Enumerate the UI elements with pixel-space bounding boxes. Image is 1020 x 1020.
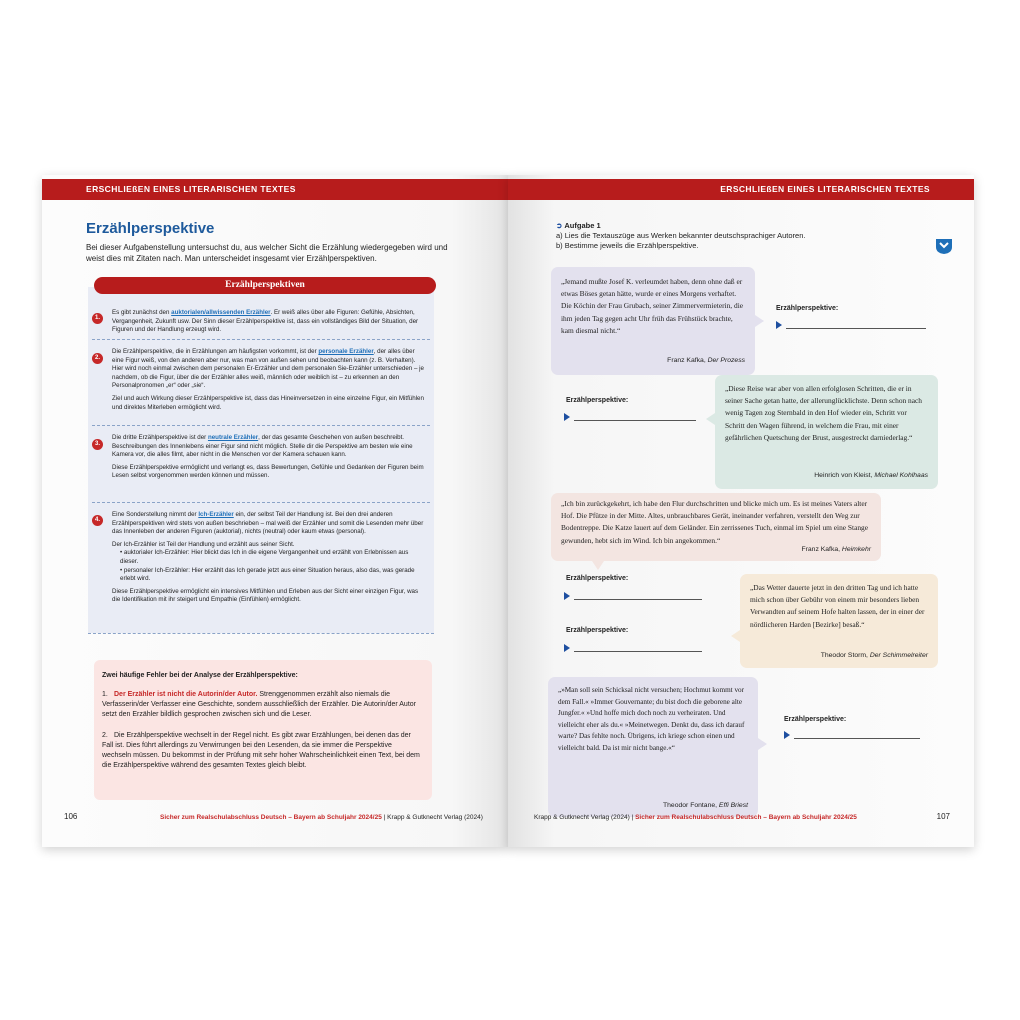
quote-bubble-kleist: „Diese Reise war aber von allen erfolglosen Schritten, die er in seiner Sache getan hatte, der allerunglücklichste. Denn schon nach wenig Tagen zog Sternbald in den Hof wieder ein, Schritt vor Schritt den Wagen führend, in welchem die Frau, mit einer gefährlichen Quetschung der Brust, ausgestreckt darniederlag.“ Heinrich von Kleist, Michael Kohlhaas (715, 375, 938, 489)
bubble-tail (755, 315, 764, 327)
answer-line[interactable] (574, 420, 696, 421)
perspective-item-3: Die dritte Erzählperspektive ist der neutrale Erzähler, der das gesamte Geschehen von außen beschreibt. Beschreibungen des Innenlebens einer Figur sind nicht möglich. Stelle dir die Perspektive am besten wie eine Kamera vor, die alles filmt, aber nicht in die Menschen vor der Kamera schauen kann. Diese Erzählperspektive ermöglicht und verlangt es, dass Bewertungen, Gefühle und Gedanken der Figuren beim Lesen selbst vorgenommen werden können und müssen. (112, 434, 424, 480)
shield-logo-icon (934, 237, 954, 255)
answer-arrow-icon (776, 321, 782, 329)
answer-line[interactable] (574, 651, 702, 652)
bubble-tail (758, 738, 767, 750)
divider (92, 502, 430, 503)
open-book (42, 165, 974, 855)
bubble-tail (592, 561, 604, 570)
bubble-tail (706, 413, 715, 425)
bubble-tail (731, 630, 740, 642)
task-block: ➲ Aufgabe 1 a) Lies die Textauszüge aus Werken bekannter deutschsprachiger Autoren. b) Bestimme jeweils die Erzählperspektive. (556, 221, 806, 250)
footer-left: Sicher zum Realschulabschluss Deutsch – Bayern ab Schuljahr 2024/25 | Krapp & Gutknecht Verlag (2024) (160, 814, 483, 821)
quote-bubble-storm: „Das Wetter dauerte jetzt in den dritten Tag und ich hatte mich schon über Gebühr von einem mir besonders lieben Verwandten auf seinem Hofe halten lassen, der in einer der nördlicheren Harden [Bezirke] besaß.“ Theodor Storm, Der Schimmelreiter (740, 574, 938, 668)
quote-bubble-kafka-prozess: „Jemand mußte Josef K. verleumdet haben, denn ohne daß er etwas Böses getan hätte, wurde er eines Morgens verhaftet. Die Köchin der Frau Grubach, seiner Zimmervermieterin, die ihm jeden Tag gegen acht Uhr früh das Frühstück brachte, kam diesmal nicht.“ Franz Kafka, Der Prozess (551, 267, 755, 375)
answer-line[interactable] (786, 328, 926, 329)
perspective-item-2: Die Erzählperspektive, die in Erzählungen am häufigsten vorkommt, ist der personale Erzähler, der alles über eine Figur weiß, von den anderen aber nur, was man von außen sehen und beobachten kann (z. B. Verhalten). Hier wird noch einmal zwischen dem personalen Er-Erzähler und dem personalen Sie-Erzähler unterschieden – je nachdem, ob die Figur, über die der Erzähler alles weiß, männlich oder weiblich ist – zu erkennen an den Personalpronomen „er“ oder „sie“. Ziel und auch Wirkung dieser Erzählperspektive ist, dass das Hineinversetzen in eine einzelne Figur, ein Mitfühlen und direktes Miterleben ermöglicht wird. (112, 348, 424, 411)
chapter-header-right: ERSCHLIEßEN EINES LITERARISCHEN TEXTES (508, 179, 974, 200)
answer-arrow-icon (564, 644, 570, 652)
footer-right: Krapp & Gutknecht Verlag (2024) | Sicher zum Realschulabschluss Deutsch – Bayern ab Schuljahr 2024/25 (534, 814, 857, 821)
ep-label: Erzählperspektive: (566, 575, 629, 582)
page-number-left: 106 (64, 812, 78, 821)
answer-arrow-icon (784, 731, 790, 739)
divider (92, 425, 430, 426)
quote-bubble-fontane: „»Man soll sein Schicksal nicht versuchen; Hochmut kommt vor dem Fall.« »Immer Gouvernante; du bist doch die geborene alte Jungfer.« »Und hoffe mich doch noch zu verheiraten. Und vielleicht eher als du.« »Meinetwegen. Denkt du, dass ich darauf warte? Das fehlte noch. Übrigens, ich kriege schon einen und vielleicht bald. Da ist mir nicht bange.«“ Theodor Fontane, Effi Briest (548, 677, 758, 817)
task-arrow-icon: ➲ (556, 221, 563, 230)
error-item-1: 1. Der Erzähler ist nicht die Autorin/der Autor. Strenggenommen erzählt also niemals die Verfasserin/der Verfasser eine Geschichte, sondern ausschließlich der Erzähler. Die Autorin/der Autor setzt den Erzähler bildlich gesprochen zwischen sich und die Leser. (102, 691, 416, 718)
chapter-header-left: ERSCHLIEßEN EINES LITERARISCHEN TEXTES (42, 179, 508, 200)
page-number-right: 107 (936, 812, 950, 821)
answer-line[interactable] (574, 599, 702, 600)
item-number: 1. (92, 313, 103, 324)
ep-label: Erzählperspektive: (566, 627, 629, 634)
ep-label: Erzählperspektive: (566, 397, 629, 404)
perspective-item-1: Es gibt zunächst den auktorialen/allwissenden Erzähler. Er weiß alles über alle Figuren: Gefühle, Absichten, Vergangenheit, Zukunft usw. Der Sinn dieser Erzählperspektive ist, dass ein vollständiges Bild der Situation, der Figuren und der Handlung erzeugt wird. (112, 309, 419, 334)
divider (92, 339, 430, 340)
ep-label: Erzählperspektive: (784, 716, 847, 723)
right-page (508, 175, 974, 847)
perspectives-box-title: Erzählperspektiven (94, 277, 436, 294)
divider (88, 633, 434, 634)
intro-text: Bei dieser Aufgabenstellung untersuchst du, aus welcher Sicht die Erzählung wiedergegeben wird und weist dies mit Zitaten nach. Man unterscheidet insgesamt vier Erzählperspektiven. (86, 243, 448, 263)
quote-bubble-kafka-heimkehr: „Ich bin zurückgekehrt, ich habe den Flur durchschritten und blicke mich um. Es ist meines Vaters alter Hof. Die Pfütze in der Mitte. Altes, unbrauchbares Gerät, ineinander verfahren, verstellt den Weg zur Bodentreppe. Die Katze lauert auf dem Geländer. Ein zerrissenes Tuch, einmal im Spiel um eine Stange gewunden, hebt sich im Wind. Ich bin angekommen.“ Franz Kafka, Heimkehr (551, 493, 881, 561)
answer-line[interactable] (794, 738, 920, 739)
perspective-item-4: Eine Sonderstellung nimmt der Ich-Erzähler ein, der selbst Teil der Handlung ist. Bei den drei anderen Erzählperspektiven wird stets von außen beschrieben – mal weiß der Erzähler und somit die Lesenden mehr über das Innenleben der anderen Figuren (auktorial), nichts (neutral) oder kaum etwas (personal). Der Ich-Erzähler ist Teil der Handlung und erzählt aus seiner Sicht. • auktorialer Ich-Erzähler: Hier blickt das Ich in die eigene Vergangenheit und erzählt von Erlebnissen aus dieser. • personaler Ich-Erzähler: Hier erzählt das Ich gerade jetzt aus einer Situation heraus, also das, was gerade erlebt wird. Diese Erzählperspektive ermöglicht ein intensives Mitfühlen und Erleben aus der Sicht einer einzigen Figur, was die Identifikation mit ihr steigert und Empathie (Einfühlen) ermöglicht. (112, 511, 424, 604)
answer-arrow-icon (564, 413, 570, 421)
ep-label: Erzählperspektive: (776, 305, 839, 312)
errors-title: Zwei häufige Fehler bei der Analyse der Erzählperspektive: (102, 672, 298, 679)
error-item-2: 2. Die Erzählperspektive wechselt in der Regel nicht. Es gibt zwar Erzählungen, bei denen das der Fall ist. Dies führt allerdings zu Verwirrungen bei den Lesenden, da sie immer die Perspektive wechseln müssen. Du bekommst in der Prüfung mit sehr hoher Wahrscheinlichkeit einen Text, bei dem die Erzählperspektive während des gesamten Textes gleich bleibt. (102, 732, 420, 769)
errors-box (94, 660, 432, 800)
item-number: 3. (92, 439, 103, 450)
item-number: 2. (92, 353, 103, 364)
page-title: Erzählperspektive (86, 220, 215, 237)
item-number: 4. (92, 515, 103, 526)
answer-arrow-icon (564, 592, 570, 600)
left-page (42, 175, 508, 847)
